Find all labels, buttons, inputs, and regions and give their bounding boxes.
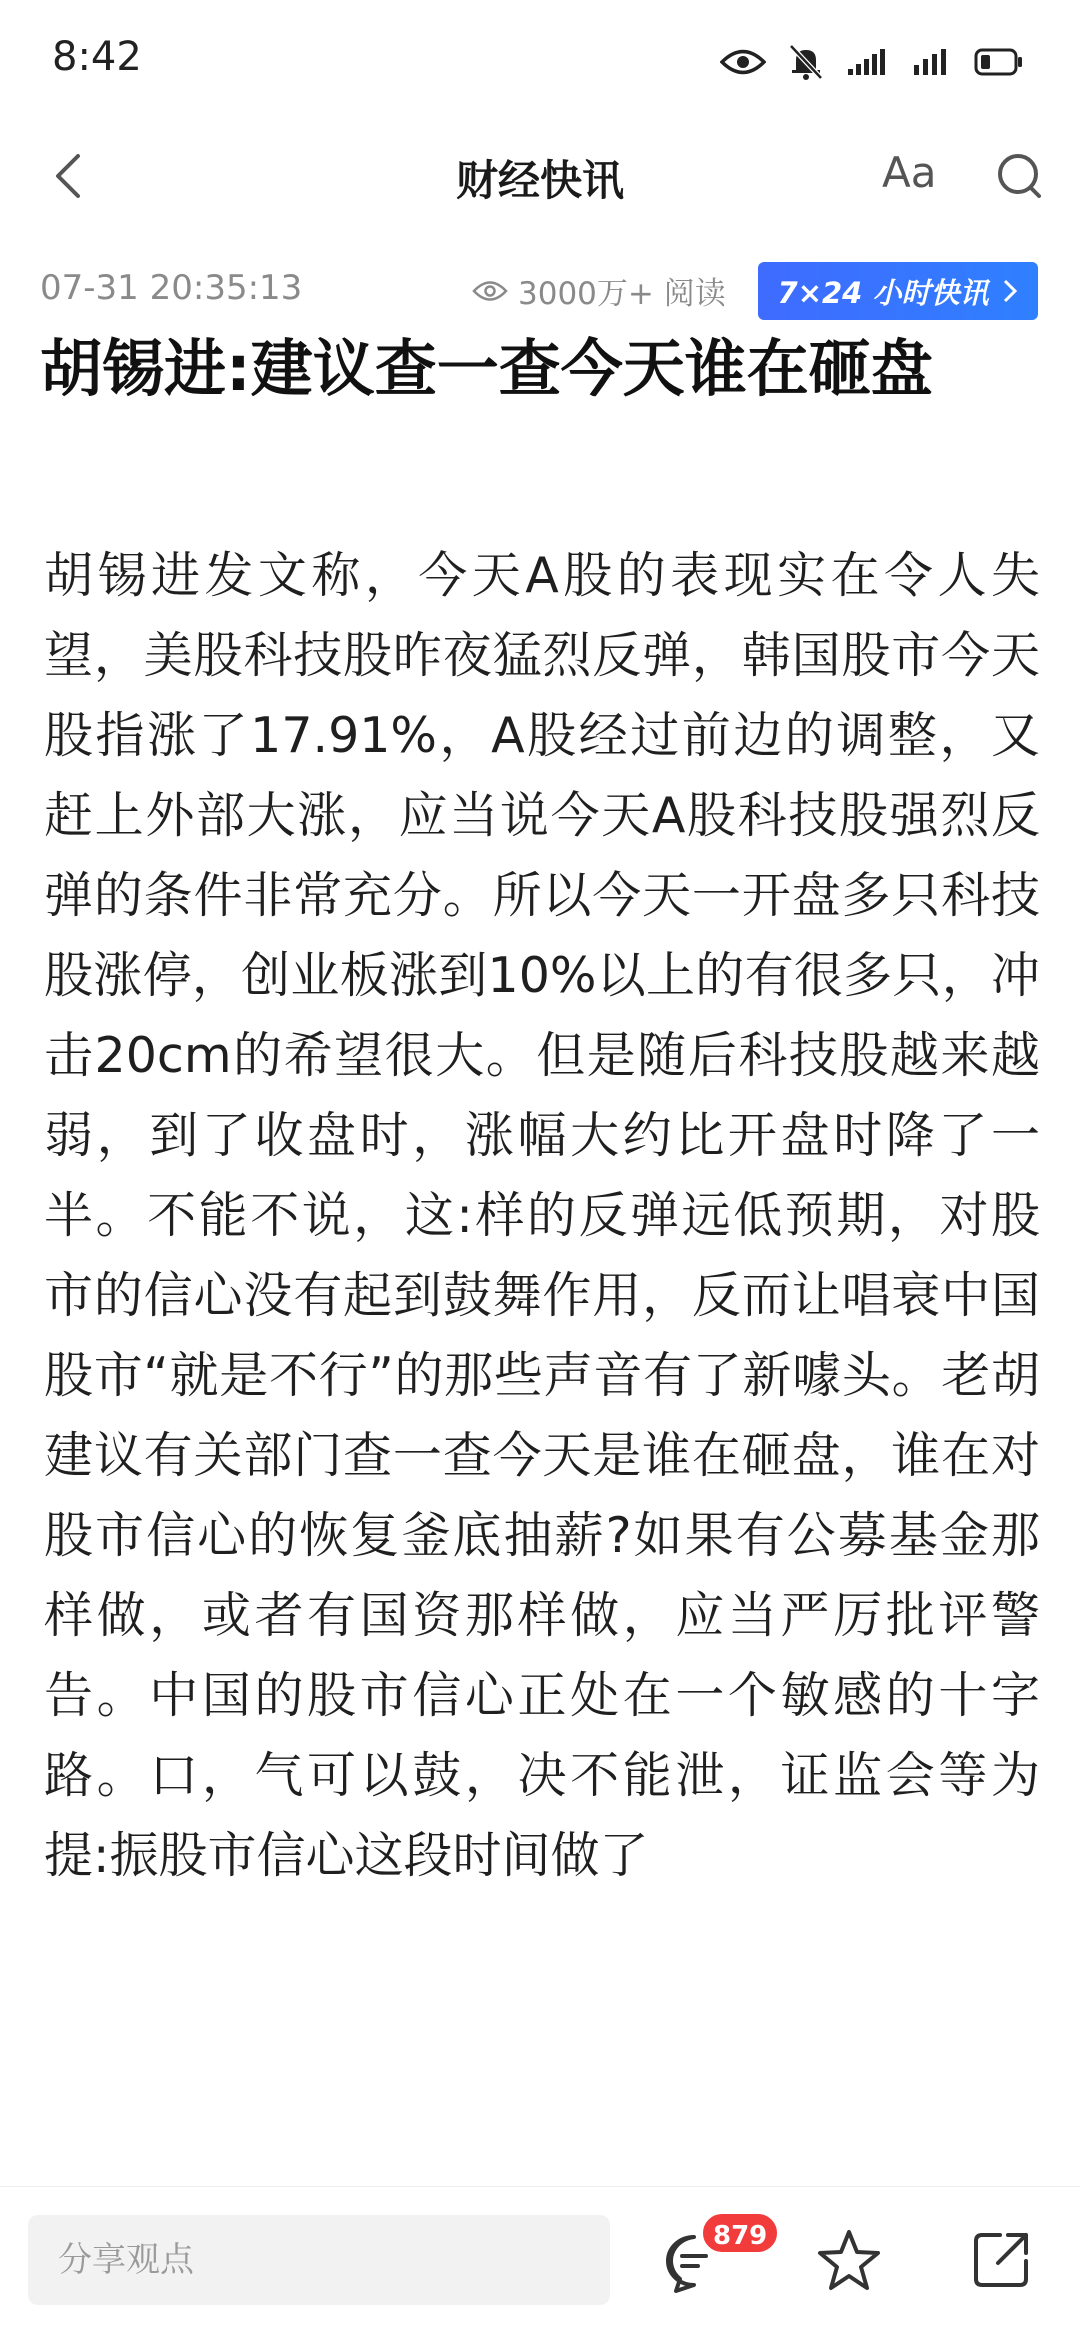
- favorite-button[interactable]: [816, 2227, 882, 2293]
- live-news-label: 7×24 小时快讯: [777, 275, 989, 310]
- chevron-right-icon: [1002, 278, 1018, 304]
- share-icon: [970, 2227, 1034, 2291]
- eye-icon: [720, 47, 766, 77]
- publish-time: 07-31 20:35:13: [40, 268, 303, 308]
- star-icon: [816, 2227, 882, 2293]
- nav-bar: [0, 120, 1080, 230]
- comment-count-badge: 879: [700, 2211, 780, 2255]
- battery-icon: [974, 47, 1024, 77]
- article-headline: 胡锡进:建议查一查今天谁在砸盘: [40, 332, 933, 405]
- signal-icon: [846, 47, 890, 77]
- search-icon: [992, 146, 1048, 206]
- status-bar: [0, 0, 1080, 120]
- live-news-badge[interactable]: [758, 262, 1038, 320]
- article-body: 胡锡进发文称，今天A股的表现实在令人失望，美股科技股昨夜猛烈反弹，韩国股市今天股指涨了17.91%，A股经过前边的调整，又赶上外部大涨，应当说今天A股科技股强烈反弹的条件非常充分。所以今天一开盘多只科技股涨停，创业板涨到10%以上的有很多只，冲击20cm的希望很大。但是随后科技股越来越弱，到了收盘时，涨幅大约比开盘时降了一半。不能不说，这:样的反弹远低预期，对股市的信心没有起到鼓舞作用，反而让唱衰中国股市“就是不行”的那些声音有了新噱头。老胡建议有关部门查一查今天是谁在砸盘，谁在对股市信心的恢复釜底抽薪?如果有公募基金那样做，或者有国资那样做，应当严厉批评警告。中国的股市信心正处在一个敏感的十字路。口，气可以鼓，决不能泄，证监会等为提:振股市信心这段时间做了: [44, 547, 1040, 1884]
- view-count: [472, 268, 726, 313]
- status-icons: [720, 38, 1024, 86]
- search-button[interactable]: [992, 146, 1048, 206]
- view-count-label: 3000万+ 阅读: [518, 276, 726, 312]
- article-meta: [0, 260, 1080, 320]
- signal-icon: [912, 47, 952, 77]
- eye-icon: [472, 278, 508, 304]
- font-size-button[interactable]: Aa: [882, 148, 937, 197]
- bottom-action-bar: [0, 2186, 1080, 2331]
- page-title: 财经快讯: [455, 156, 624, 205]
- share-button[interactable]: [970, 2227, 1034, 2291]
- mute-bell-icon: [788, 43, 824, 81]
- share-opinion-input[interactable]: 分享观点: [28, 2215, 610, 2305]
- status-time: 8:42: [52, 34, 142, 80]
